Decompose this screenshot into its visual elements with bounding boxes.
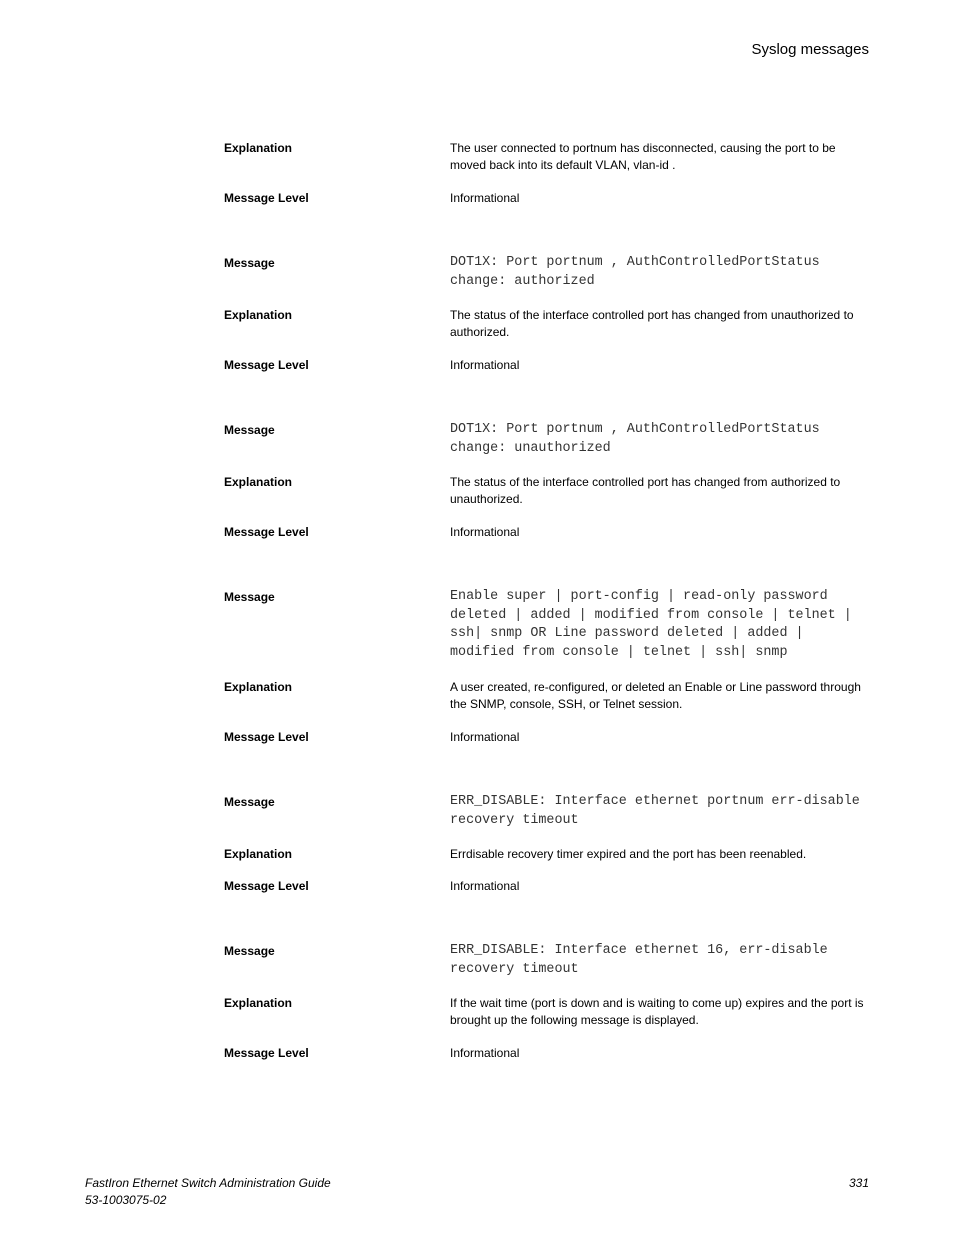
message-row bbox=[224, 942, 874, 995]
message-level-row bbox=[224, 357, 874, 421]
explanation-text: If the wait time (port is down and is waiting to come up) expires and the port is brought up the following message is displayed. bbox=[450, 996, 864, 1027]
syslog-message-list bbox=[224, 140, 874, 1109]
message-text: Enable super | port-config | read-only password deleted | added | modified from console | telnet | ssh| snmp OR Line password deleted | added | modified from console | telnet | ssh| snmp bbox=[450, 589, 852, 661]
explanation-label: Explanation bbox=[224, 847, 293, 861]
explanation-label: Explanation bbox=[224, 141, 293, 155]
explanation-row bbox=[224, 474, 874, 524]
explanation-label: Explanation bbox=[224, 996, 293, 1010]
message-level-value: Informational bbox=[450, 191, 520, 205]
message-level-row bbox=[224, 878, 874, 942]
explanation-label: Explanation bbox=[224, 680, 293, 694]
explanation-text: The status of the interface controlled port has changed from authorized to unauthorized. bbox=[450, 475, 841, 506]
message-level-value: Informational bbox=[450, 1046, 520, 1060]
explanation-row bbox=[224, 140, 874, 190]
explanation-row bbox=[224, 995, 874, 1045]
message-level-value: Informational bbox=[450, 730, 520, 744]
page-header-title: Syslog messages bbox=[751, 41, 869, 58]
explanation-label: Explanation bbox=[224, 475, 293, 489]
message-level-value: Informational bbox=[450, 525, 520, 539]
message-label: Message bbox=[224, 256, 275, 270]
explanation-text: A user created, re-configured, or deleted an Enable or Line password through the SNMP, console, SSH, or Telnet session. bbox=[450, 680, 861, 711]
footer-doc-number: 53-1003075-02 bbox=[85, 1193, 167, 1207]
footer-guide-title: FastIron Ethernet Switch Administration Guide bbox=[85, 1176, 331, 1190]
message-level-row bbox=[224, 729, 874, 793]
message-text: ERR_DISABLE: Interface ethernet 16, err-disable recovery timeout bbox=[450, 943, 828, 977]
message-level-label: Message Level bbox=[224, 525, 309, 539]
footer-page-number: 331 bbox=[848, 1176, 869, 1190]
message-text: ERR_DISABLE: Interface ethernet portnum err-disable recovery timeout bbox=[450, 794, 860, 828]
message-row bbox=[224, 421, 874, 474]
message-row bbox=[224, 793, 874, 846]
explanation-text: The user connected to portnum has disconnected, causing the port to be moved back into its default VLAN, vlan-id . bbox=[450, 141, 836, 172]
message-label: Message bbox=[224, 590, 275, 604]
message-row bbox=[224, 588, 874, 679]
message-label: Message bbox=[224, 423, 275, 437]
footer-left bbox=[85, 1175, 331, 1209]
explanation-row bbox=[224, 846, 874, 878]
explanation-text: Errdisable recovery timer expired and the port has been reenabled. bbox=[450, 847, 807, 861]
message-text: DOT1X: Port portnum , AuthControlledPortStatus change: authorized bbox=[450, 255, 820, 289]
message-level-label: Message Level bbox=[224, 191, 309, 205]
explanation-row bbox=[224, 679, 874, 729]
message-level-label: Message Level bbox=[224, 358, 309, 372]
message-level-row bbox=[224, 190, 874, 254]
message-level-label: Message Level bbox=[224, 1046, 309, 1060]
message-label: Message bbox=[224, 944, 275, 958]
message-row bbox=[224, 254, 874, 307]
explanation-label: Explanation bbox=[224, 308, 293, 322]
explanation-text: The status of the interface controlled port has changed from unauthorized to authorized. bbox=[450, 308, 854, 339]
message-level-label: Message Level bbox=[224, 730, 309, 744]
message-level-row bbox=[224, 1045, 874, 1109]
message-label: Message bbox=[224, 795, 275, 809]
message-text: DOT1X: Port portnum , AuthControlledPortStatus change: unauthorized bbox=[450, 422, 820, 456]
message-level-label: Message Level bbox=[224, 879, 309, 893]
message-level-value: Informational bbox=[450, 358, 520, 372]
message-level-row bbox=[224, 524, 874, 588]
message-level-value: Informational bbox=[450, 879, 520, 893]
explanation-row bbox=[224, 307, 874, 357]
